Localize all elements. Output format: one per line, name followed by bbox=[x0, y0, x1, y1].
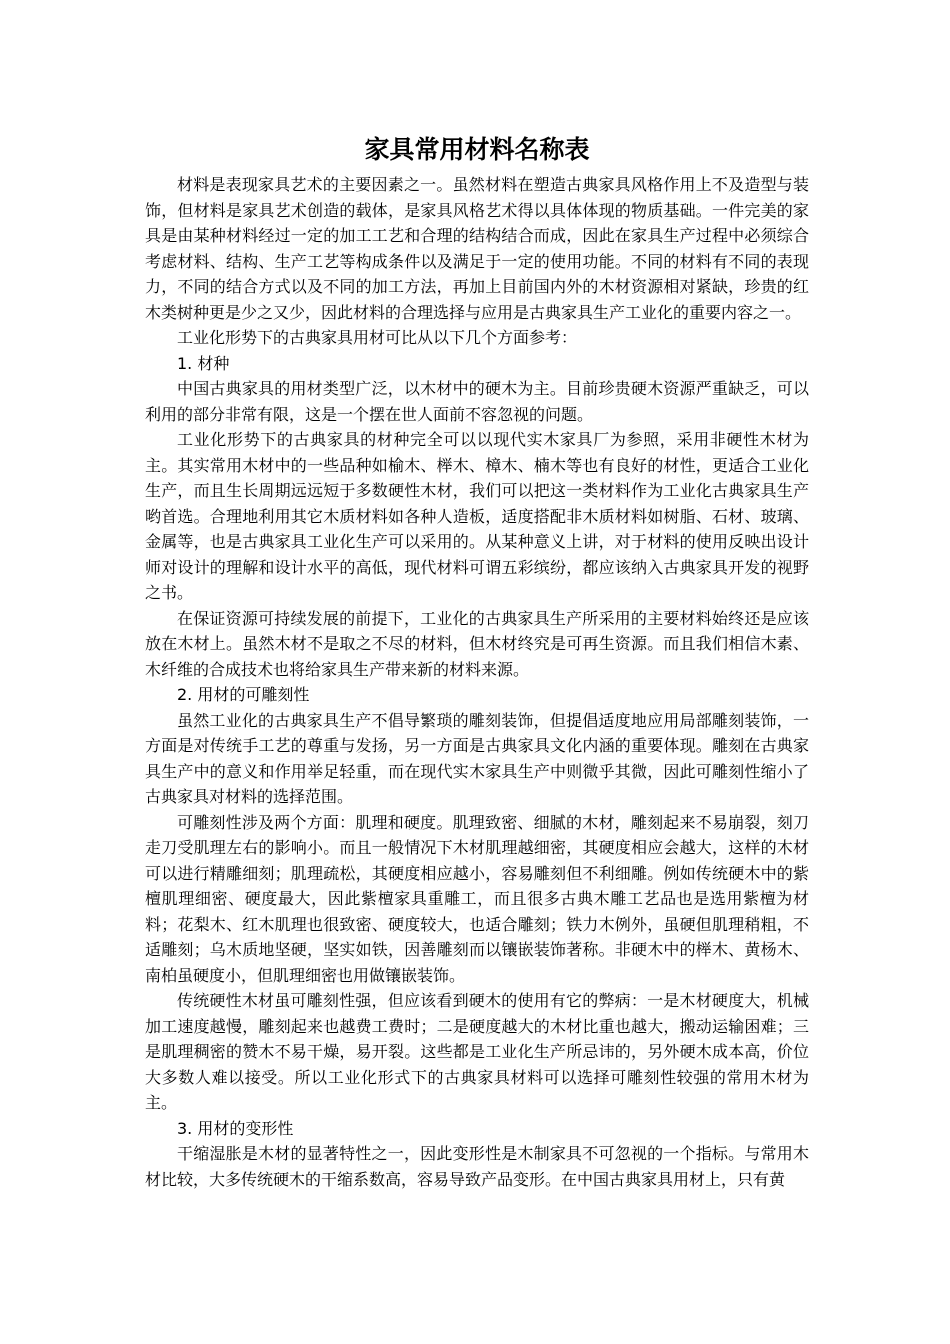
paragraph: 在保证资源可持续发展的前提下，工业化的古典家具生产所采用的主要材料始终还是应该放在木材上。虽然木材不是取之不尽的材料，但木材终究是可再生资源。而且我们相信木素、木纤维的合成技术也将给家具生产带来新的材料来源。 bbox=[145, 608, 809, 679]
section-heading: 2. 用材的可雕刻性 bbox=[177, 685, 310, 704]
paragraph: 工业化形势下的古典家具的材种完全可以以现代实木家具厂为参照，采用非硬性木材为主。其实常用木材中的一些品种如榆木、榉木、樟木、楠木等也有良好的材性，更适合工业化生产，而且生长周期远远短于多数硬性木材，我们可以把这一类材料作为工业化古典家具生产哟首选。合理地利用其它木质材料如各种人造板，适度搭配非木质材料如树脂、石材、玻璃、金属等，也是古典家具工业化生产可以采用的。从某种意义上讲，对于材料的使用反映出设计师对设计的理解和设计水平的高低，现代材料可谓五彩缤纷，都应该纳入古典家具开发的视野之书。 bbox=[145, 430, 809, 602]
document-body bbox=[145, 128, 809, 1192]
document-title: 家具常用材料名称表 bbox=[364, 135, 590, 164]
section-heading: 1. 材种 bbox=[177, 353, 230, 373]
paragraph: 材料是表现家具艺术的主要因素之一。虽然材料在塑造古典家具风格作用上不及造型与装饰，但材料是家具艺术创造的载体，是家具风格艺术得以具体体现的物质基础。一件完美的家具是由某种材料经过一定的加工工艺和合理的结构结合而成，因此在家具生产过程中必须综合考虑材料、结构、生产工艺等构成条件以及满足于一定的使用功能。不同的材料有不同的表现力，不同的结合方式以及不同的加工方法，再加上目前国内外的木材资源相对紧缺，珍贵的红木类树种更是少之又少，因此材料的合理选择与应用是古典家具生产工业化的重要内容之一。 bbox=[145, 175, 809, 322]
paragraph: 可雕刻性涉及两个方面：肌理和硬度。肌理致密、细腻的木材，雕刻起来不易崩裂，刻刀走刀受肌理左右的影响小。而且一般情况下木材肌理越细密，其硬度相应会越大，这样的木材可以进行精雕细刻；肌理疏松，其硬度相应越小，容易雕刻但不利细雕。例如传统硬木中的紫檀肌理细密、硬度最大，因此紫檀家具重雕工，而且很多古典木雕工艺品也是选用紫檀为材料；花梨木、红木肌理也很致密、硬度较大，也适合雕刻；铁力木例外，虽硬但肌理稍粗，不适雕刻；乌木质地坚硬，坚实如铁，因善雕刻而以镶嵌装饰著称。非硬木中的榉木、黄杨木、南柏虽硬度小，但肌理细密也用做镶嵌装饰。 bbox=[145, 812, 809, 985]
paragraph: 干缩湿胀是木材的显著特性之一，因此变形性是木制家具不可忽视的一个指标。与常用木材比较，大多传统硬木的干缩系数高，容易导致产品变形。在中国古典家具用材上，只有黄 bbox=[145, 1144, 809, 1189]
paragraph: 虽然工业化的古典家具生产不倡导繁琐的雕刻装饰，但提倡适度地应用局部雕刻装饰，一方面是对传统手工艺的尊重与发扬，另一方面是古典家具文化内涵的重要体现。雕刻在古典家具生产中的意义和作用举足轻重，而在现代实木家具生产中则微乎其微，因此可雕刻性缩小了古典家具对材料的选择范围。 bbox=[145, 710, 809, 806]
section-heading: 3. 用材的变形性 bbox=[177, 1118, 294, 1138]
paragraph: 中国古典家具的用材类型广泛，以木材中的硬木为主。目前珍贵硬木资源严重缺乏，可以利用的部分非常有限，这是一个摆在世人面前不容忽视的问题。 bbox=[145, 379, 809, 424]
paragraph: 工业化形势下的古典家具用材可比从以下几个方面参考： bbox=[177, 328, 578, 347]
paragraph: 传统硬性木材虽可雕刻性强，但应该看到硬木的使用有它的弊病：一是木材硬度大，机械加工速度越慢，雕刻起来也越费工费时；二是硬度越大的木材比重也越大，搬动运输困难；三是肌理稠密的赞木不易干燥，易开裂。这些都是工业化生产所忌讳的，另外硬木成本高，价位大多数人难以接受。所以工业化形式下的古典家具材料可以选择可雕刻性较强的常用木材为主。 bbox=[145, 991, 809, 1112]
